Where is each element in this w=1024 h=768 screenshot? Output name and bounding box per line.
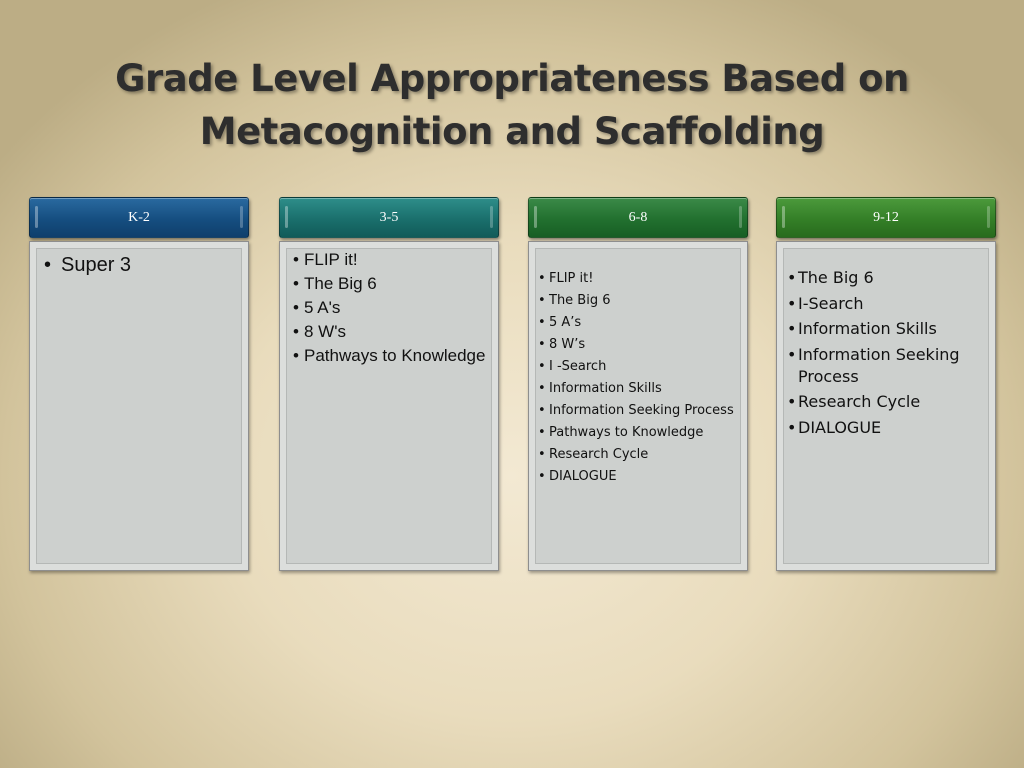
column-header-label: 9-12 bbox=[873, 210, 899, 225]
list-item: • 5 A’s bbox=[549, 314, 739, 333]
list-item: • I -Search bbox=[549, 358, 739, 377]
item-list bbox=[529, 242, 747, 487]
column-header bbox=[528, 197, 748, 238]
column-body bbox=[279, 241, 499, 571]
header-notch bbox=[240, 206, 243, 228]
header-notch bbox=[285, 206, 288, 228]
header-notch bbox=[35, 206, 38, 228]
header-notch bbox=[490, 206, 493, 228]
list-item: • Information Skills bbox=[798, 318, 987, 340]
column-header bbox=[776, 197, 996, 238]
list-item: • 8 W's bbox=[304, 322, 490, 342]
slide-title bbox=[0, 52, 1024, 158]
column-header-label: K-2 bbox=[128, 210, 150, 225]
column-body bbox=[776, 241, 996, 571]
list-item: • The Big 6 bbox=[798, 267, 987, 289]
list-item: • 8 W’s bbox=[549, 336, 739, 355]
list-item: • The Big 6 bbox=[304, 274, 490, 294]
list-item: • DIALOGUE bbox=[798, 417, 987, 439]
column-body bbox=[29, 241, 249, 571]
list-item: • 5 A's bbox=[304, 298, 490, 318]
list-item: • FLIP it! bbox=[549, 270, 739, 289]
header-notch bbox=[782, 206, 785, 228]
list-item: • Research Cycle bbox=[549, 446, 739, 465]
list-item: • Information Seeking Process bbox=[798, 344, 987, 388]
list-item: • The Big 6 bbox=[549, 292, 739, 311]
list-item: • Information Skills bbox=[549, 380, 739, 399]
header-notch bbox=[739, 206, 742, 228]
item-list bbox=[280, 242, 498, 366]
list-item: • Information Seeking Process bbox=[549, 402, 739, 421]
title-line-2: Metacognition and Scaffolding bbox=[199, 110, 825, 153]
list-item: • Super 3 bbox=[61, 252, 240, 278]
column-6-8 bbox=[528, 197, 748, 484]
column-header-label: 6-8 bbox=[628, 210, 648, 225]
list-item: • FLIP it! bbox=[304, 250, 490, 270]
column-header bbox=[279, 197, 499, 238]
column-header-label: 3-5 bbox=[379, 210, 399, 225]
header-notch bbox=[987, 206, 990, 228]
title-line-1: Grade Level Appropriateness Based on bbox=[115, 57, 909, 100]
list-item: • Pathways to Knowledge bbox=[549, 424, 739, 443]
header-notch bbox=[534, 206, 537, 228]
column-9-12 bbox=[776, 197, 996, 437]
item-list bbox=[777, 242, 995, 439]
list-item: • I-Search bbox=[798, 293, 987, 315]
column-3-5 bbox=[279, 197, 499, 365]
list-item: • Pathways to Knowledge bbox=[304, 346, 490, 366]
column-body bbox=[528, 241, 748, 571]
list-item: • DIALOGUE bbox=[549, 468, 739, 487]
item-list bbox=[30, 242, 248, 278]
list-item: • Research Cycle bbox=[798, 391, 987, 413]
column-header bbox=[29, 197, 249, 238]
column-k-2 bbox=[29, 197, 249, 276]
